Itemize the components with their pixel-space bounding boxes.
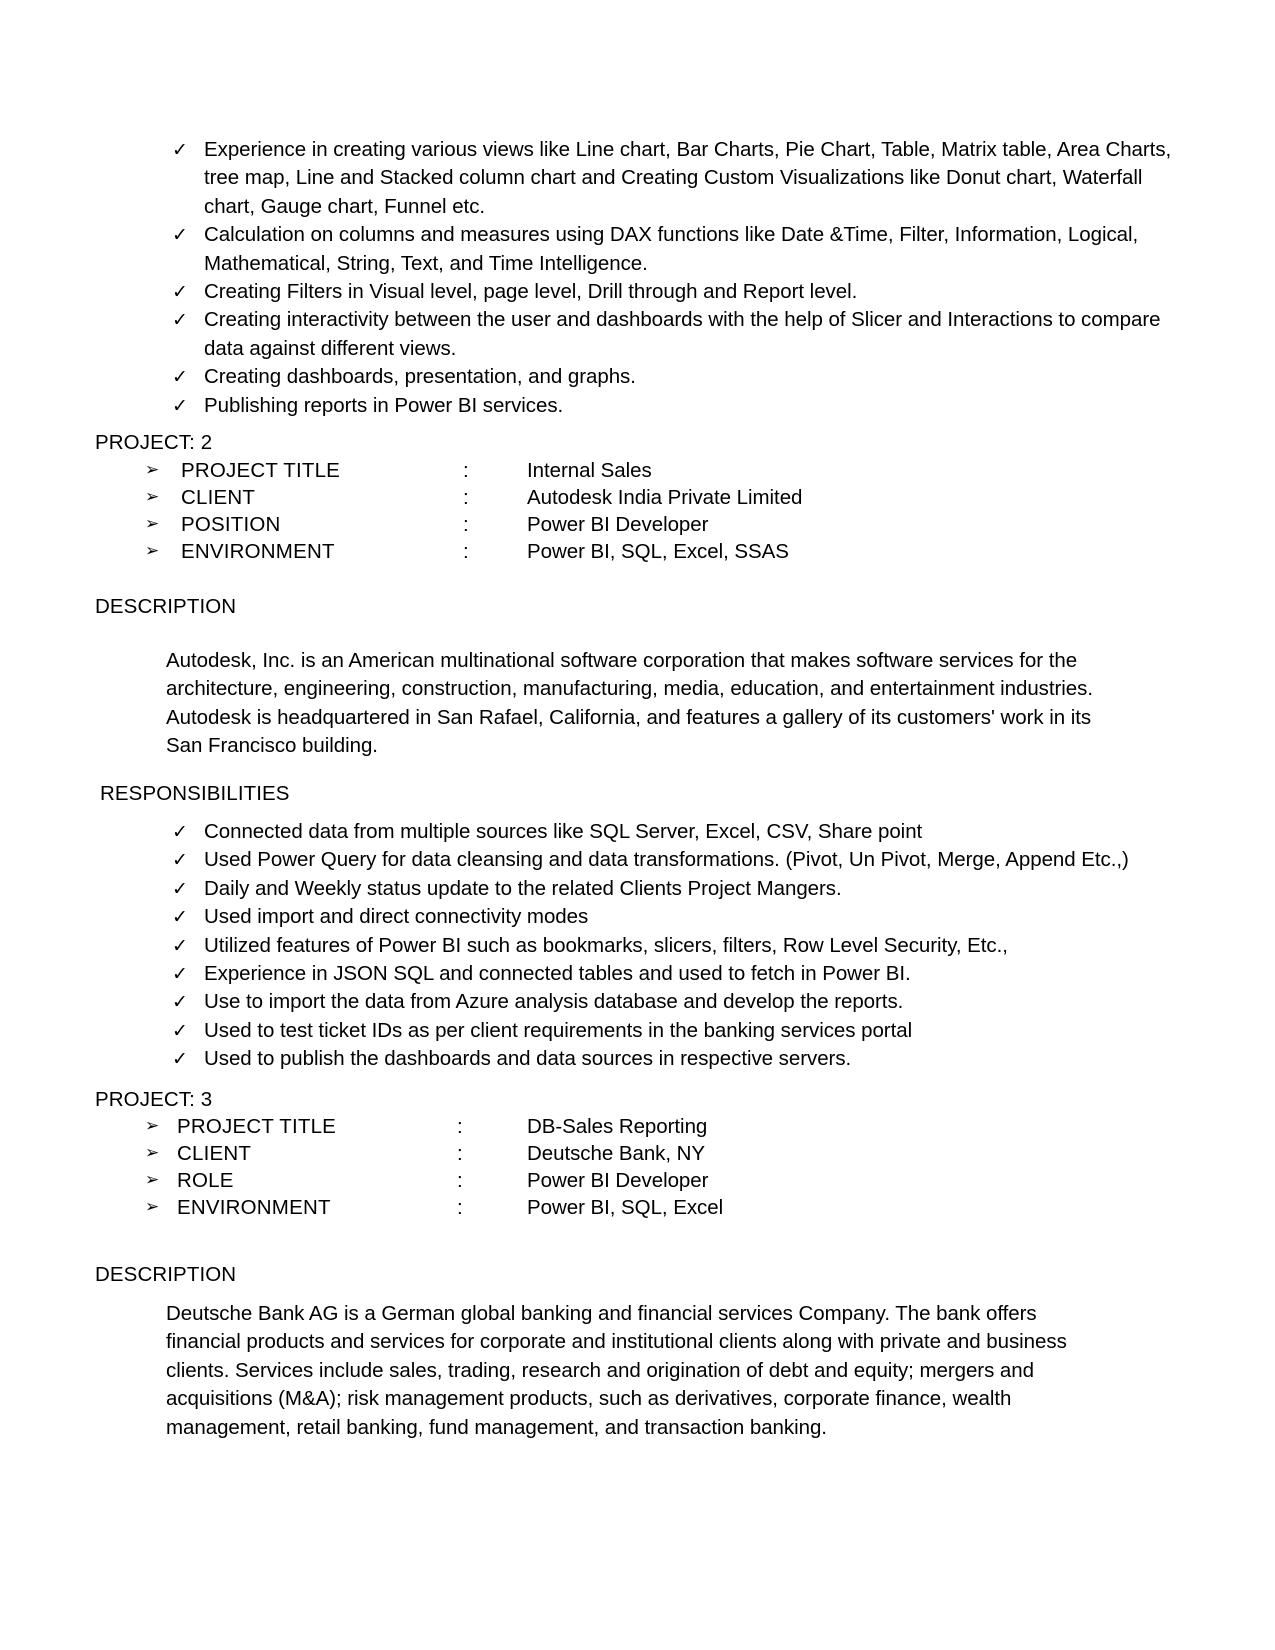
arrow-bullet-icon: ➢ bbox=[145, 1170, 160, 1190]
list-item-text: Used import and direct connectivity modes bbox=[204, 905, 589, 929]
check-icon: ✓ bbox=[172, 366, 188, 389]
project-2-description-text: Autodesk, Inc. is an American multinational software corporation that makes software services for the architecture, engineering, construction, manufacturing, media, education, and entertainment industries. Autodesk is headquartered in San Rafael, California, and features a gallery of its customers' work in its San Francisco building. bbox=[166, 649, 1094, 758]
check-icon: ✓ bbox=[172, 394, 188, 417]
detail-value: DB-Sales Reporting bbox=[527, 1115, 708, 1138]
skills-bullet-list bbox=[166, 136, 1176, 420]
list-item-text: Daily and Weekly status update to the related Clients Project Mangers. bbox=[204, 876, 842, 900]
list-item bbox=[166, 136, 1176, 221]
list-item bbox=[166, 363, 1176, 391]
check-icon: ✓ bbox=[172, 963, 188, 986]
list-item bbox=[166, 221, 1176, 278]
detail-separator: : bbox=[457, 1142, 463, 1165]
list-item bbox=[166, 818, 1176, 846]
arrow-bullet-icon: ➢ bbox=[145, 487, 160, 507]
list-item-text: Creating Filters in Visual level, page level, Drill through and Report level. bbox=[204, 280, 858, 304]
check-icon: ✓ bbox=[172, 224, 188, 247]
arrow-bullet-icon: ➢ bbox=[145, 514, 160, 534]
project-2-description-heading: DESCRIPTION bbox=[95, 595, 237, 618]
list-item-text: Use to import the data from Azure analysis database and develop the reports. bbox=[204, 990, 904, 1014]
detail-label: CLIENT bbox=[177, 1142, 252, 1165]
detail-label: POSITION bbox=[181, 513, 281, 536]
responsibilities-heading: RESPONSIBILITIES bbox=[100, 782, 290, 805]
arrow-bullet-icon: ➢ bbox=[145, 460, 160, 480]
detail-label: PROJECT TITLE bbox=[181, 459, 341, 482]
list-item bbox=[166, 846, 1176, 874]
detail-separator: : bbox=[463, 459, 469, 482]
check-icon: ✓ bbox=[172, 139, 188, 161]
check-icon: ✓ bbox=[172, 906, 188, 929]
detail-label: ROLE bbox=[177, 1169, 234, 1192]
check-icon: ✓ bbox=[172, 821, 188, 843]
list-item-text: Experience in JSON SQL and connected tables and used to fetch in Power BI. bbox=[204, 962, 911, 986]
detail-value: Internal Sales bbox=[527, 459, 652, 482]
list-item-text: Creating dashboards, presentation, and graphs. bbox=[204, 365, 636, 389]
detail-value: Power BI, SQL, Excel bbox=[527, 1196, 724, 1219]
list-item bbox=[166, 392, 1176, 420]
list-item bbox=[166, 932, 1176, 960]
check-icon: ✓ bbox=[172, 849, 188, 872]
responsibilities-bullet-list bbox=[166, 818, 1176, 1074]
detail-value: Power BI Developer bbox=[527, 513, 709, 536]
list-item-text: Experience in creating various views like Line chart, Bar Charts, Pie Chart, Table, Matrix table, Area Charts, tree map, Line and Stacked column chart and Creating Custom Visualizations like Donut chart, Waterfall chart, Gauge chart, Funnel etc. bbox=[204, 138, 1172, 218]
check-icon: ✓ bbox=[172, 309, 188, 332]
list-item-text: Used to publish the dashboards and data sources in respective servers. bbox=[204, 1047, 852, 1071]
detail-separator: : bbox=[457, 1196, 463, 1219]
arrow-bullet-icon: ➢ bbox=[145, 541, 160, 561]
detail-separator: : bbox=[457, 1115, 463, 1138]
check-icon: ✓ bbox=[172, 991, 188, 1014]
detail-value: Deutsche Bank, NY bbox=[527, 1142, 706, 1165]
detail-value: Power BI Developer bbox=[527, 1169, 709, 1192]
detail-label: CLIENT bbox=[181, 486, 256, 509]
list-item-text: Utilized features of Power BI such as bookmarks, slicers, filters, Row Level Security, Etc., bbox=[204, 933, 1008, 957]
check-icon: ✓ bbox=[172, 1048, 188, 1071]
arrow-bullet-icon: ➢ bbox=[145, 1116, 160, 1136]
project-2-heading: PROJECT: 2 bbox=[95, 431, 213, 454]
project-3-description-heading: DESCRIPTION bbox=[95, 1263, 237, 1286]
detail-label: ENVIRONMENT bbox=[181, 540, 335, 563]
project-3-description-text: Deutsche Bank AG is a German global banking and financial services Company. The bank offers financial products and services for corporate and institutional clients along with private and business clients. Services include sales, trading, research and origination of debt and equity; mergers and acquisitions (M&A); risk management products, such as derivatives, corporate finance, wealth management, retail banking, fund management, and transaction banking. bbox=[166, 1302, 1067, 1439]
list-item-text: Creating interactivity between the user and dashboards with the help of Slicer and Interactions to compare data against different views. bbox=[204, 308, 1161, 360]
project-3-heading: PROJECT: 3 bbox=[95, 1088, 213, 1111]
detail-value: Autodesk India Private Limited bbox=[527, 486, 803, 509]
list-item bbox=[166, 278, 1176, 306]
check-icon: ✓ bbox=[172, 281, 188, 304]
detail-label: PROJECT TITLE bbox=[177, 1115, 337, 1138]
detail-value: Power BI, SQL, Excel, SSAS bbox=[527, 540, 789, 563]
list-item bbox=[166, 960, 1176, 988]
detail-separator: : bbox=[463, 540, 469, 563]
list-item bbox=[166, 1017, 1176, 1045]
detail-separator: : bbox=[463, 513, 469, 536]
list-item bbox=[166, 306, 1176, 363]
list-item-text: Publishing reports in Power BI services. bbox=[204, 393, 564, 417]
list-item bbox=[166, 903, 1176, 931]
list-item-text: Calculation on columns and measures using DAX functions like Date &Time, Filter, Information, Logical, Mathematical, String, Text, and Time Intelligence. bbox=[204, 223, 1139, 275]
check-icon: ✓ bbox=[172, 934, 188, 957]
list-item-text: Used to test ticket IDs as per client requirements in the banking services portal bbox=[204, 1018, 913, 1042]
check-icon: ✓ bbox=[172, 1019, 188, 1042]
list-item bbox=[166, 1045, 1176, 1073]
check-icon: ✓ bbox=[172, 877, 188, 900]
arrow-bullet-icon: ➢ bbox=[145, 1143, 160, 1163]
list-item bbox=[166, 988, 1176, 1016]
detail-separator: : bbox=[463, 486, 469, 509]
list-item-text: Used Power Query for data cleansing and data transformations. (Pivot, Un Pivot, Merge, Append Etc.,) bbox=[204, 848, 1129, 872]
list-item-text: Connected data from multiple sources like SQL Server, Excel, CSV, Share point bbox=[204, 820, 923, 843]
arrow-bullet-icon: ➢ bbox=[145, 1197, 160, 1217]
detail-separator: : bbox=[457, 1169, 463, 1192]
detail-label: ENVIRONMENT bbox=[177, 1196, 331, 1219]
list-item bbox=[166, 875, 1176, 903]
